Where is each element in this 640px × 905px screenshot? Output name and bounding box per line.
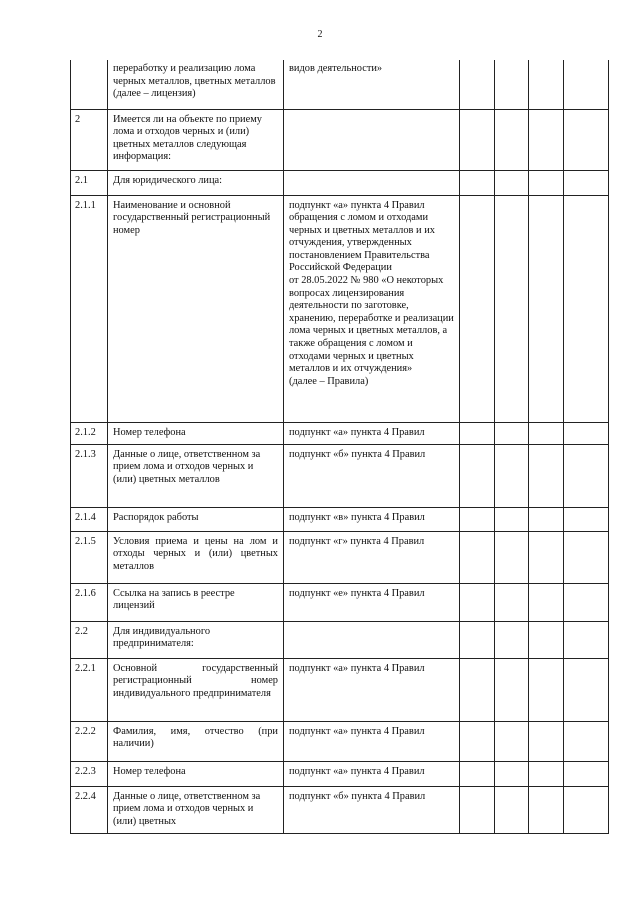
row-number: 2.1.6 <box>71 583 108 621</box>
answer-yes-cell <box>460 761 495 786</box>
answer-no-cell <box>495 658 529 721</box>
answer-no-cell <box>495 507 529 531</box>
row-number: 2.2.3 <box>71 761 108 786</box>
answer-no-cell <box>495 721 529 761</box>
answer-na-cell <box>529 621 564 658</box>
answer-no-cell <box>495 422 529 444</box>
legal-reference-cell: подпункт «а» пункта 4 Правил обращения с ломом и отходами черных и цветных металлов и их отчуждения, утвержденных постановлением Правительства Российской Федерации от 28.05.2022 № 980 «О некоторых вопросах лицензирования деятельности по заготовке, хранению, переработке и реализации лома черных и цветных металлов, а также обращения с ломом и отходами черных и цветных металлов и их отчуждения» (далее – Правила) <box>284 195 460 422</box>
note-cell <box>564 170 609 195</box>
answer-na-cell <box>529 721 564 761</box>
table-row <box>71 583 609 621</box>
note-cell <box>564 195 609 422</box>
row-number: 2 <box>71 109 108 170</box>
requirement-cell: Фамилия, имя, отчество (при наличии) <box>108 721 284 761</box>
table-row <box>71 658 609 721</box>
answer-na-cell <box>529 444 564 507</box>
answer-no-cell <box>495 761 529 786</box>
row-number: 2.1.2 <box>71 422 108 444</box>
answer-yes-cell <box>460 721 495 761</box>
note-cell <box>564 786 609 833</box>
checklist-table <box>70 60 609 834</box>
page-number: 2 <box>317 29 323 40</box>
row-number: 2.2 <box>71 621 108 658</box>
answer-yes-cell <box>460 658 495 721</box>
requirement-cell: Наименование и основной государственный регистрационный номер <box>108 195 284 422</box>
answer-na-cell <box>529 422 564 444</box>
answer-no-cell <box>495 109 529 170</box>
answer-na-cell <box>529 170 564 195</box>
answer-yes-cell <box>460 621 495 658</box>
legal-reference-cell: подпункт «а» пункта 4 Правил <box>284 721 460 761</box>
note-cell <box>564 531 609 583</box>
answer-no-cell <box>495 195 529 422</box>
note-cell <box>564 507 609 531</box>
answer-yes-cell <box>460 444 495 507</box>
answer-na-cell <box>529 195 564 422</box>
table-row <box>71 507 609 531</box>
legal-reference-cell: подпункт «г» пункта 4 Правил <box>284 531 460 583</box>
table-row <box>71 531 609 583</box>
legal-reference-cell: подпункт «е» пункта 4 Правил <box>284 583 460 621</box>
answer-na-cell <box>529 109 564 170</box>
note-cell <box>564 621 609 658</box>
requirement-cell: Ссылка на запись в реестре лицензий <box>108 583 284 621</box>
table-row <box>71 170 609 195</box>
row-number: 2.1.3 <box>71 444 108 507</box>
requirement-cell: Номер телефона <box>108 761 284 786</box>
legal-reference-cell: подпункт «а» пункта 4 Правил <box>284 422 460 444</box>
answer-no-cell <box>495 444 529 507</box>
legal-reference-cell: подпункт «б» пункта 4 Правил <box>284 786 460 833</box>
row-number: 2.2.1 <box>71 658 108 721</box>
note-cell <box>564 422 609 444</box>
legal-reference-cell <box>284 109 460 170</box>
legal-reference-cell <box>284 170 460 195</box>
requirement-cell: Имеется ли на объекте по приему лома и отходов черных и (или) цветных металлов следующая информация: <box>108 109 284 170</box>
table-row <box>71 761 609 786</box>
row-number: 2.1.4 <box>71 507 108 531</box>
table-row <box>71 60 609 109</box>
legal-reference-cell <box>284 621 460 658</box>
answer-na-cell <box>529 786 564 833</box>
answer-yes-cell <box>460 109 495 170</box>
answer-yes-cell <box>460 195 495 422</box>
table-row <box>71 422 609 444</box>
answer-no-cell <box>495 170 529 195</box>
row-number: 2.2.4 <box>71 786 108 833</box>
answer-na-cell <box>529 60 564 109</box>
row-number: 2.1.1 <box>71 195 108 422</box>
row-number: 2.1.5 <box>71 531 108 583</box>
answer-yes-cell <box>460 786 495 833</box>
note-cell <box>564 658 609 721</box>
table-row <box>71 444 609 507</box>
requirement-cell: Данные о лице, ответственном за прием лома и отходов черных и (или) цветных <box>108 786 284 833</box>
answer-yes-cell <box>460 170 495 195</box>
requirement-cell: Для юридического лица: <box>108 170 284 195</box>
answer-yes-cell <box>460 60 495 109</box>
answer-na-cell <box>529 658 564 721</box>
answer-na-cell <box>529 507 564 531</box>
answer-yes-cell <box>460 507 495 531</box>
row-number <box>71 60 108 109</box>
answer-na-cell <box>529 583 564 621</box>
note-cell <box>564 721 609 761</box>
legal-reference-cell: подпункт «в» пункта 4 Правил <box>284 507 460 531</box>
requirement-cell: Данные о лице, ответственном за прием лома и отходов черных и (или) цветных металлов <box>108 444 284 507</box>
legal-reference-cell: видов деятельности» <box>284 60 460 109</box>
table-row <box>71 721 609 761</box>
answer-na-cell <box>529 761 564 786</box>
table-row <box>71 786 609 833</box>
legal-reference-cell: подпункт «а» пункта 4 Правил <box>284 761 460 786</box>
legal-reference-cell: подпункт «б» пункта 4 Правил <box>284 444 460 507</box>
table-row <box>71 195 609 422</box>
requirement-cell: Условия приема и цены на лом и отходы черных и (или) цветных металлов <box>108 531 284 583</box>
note-cell <box>564 444 609 507</box>
answer-no-cell <box>495 583 529 621</box>
answer-no-cell <box>495 60 529 109</box>
answer-na-cell <box>529 531 564 583</box>
answer-no-cell <box>495 621 529 658</box>
table-row <box>71 621 609 658</box>
requirement-cell: переработку и реализацию лома черных металлов, цветных металлов (далее – лицензия) <box>108 60 284 109</box>
answer-yes-cell <box>460 583 495 621</box>
answer-no-cell <box>495 531 529 583</box>
answer-yes-cell <box>460 531 495 583</box>
row-number: 2.1 <box>71 170 108 195</box>
answer-no-cell <box>495 786 529 833</box>
note-cell <box>564 109 609 170</box>
legal-reference-cell: подпункт «а» пункта 4 Правил <box>284 658 460 721</box>
table-row <box>71 109 609 170</box>
row-number: 2.2.2 <box>71 721 108 761</box>
requirement-cell: Номер телефона <box>108 422 284 444</box>
requirement-cell: Для индивидуального предпринимателя: <box>108 621 284 658</box>
requirement-cell: Основной государственный регистрационный номер индивидуального предпринимателя <box>108 658 284 721</box>
note-cell <box>564 60 609 109</box>
note-cell <box>564 583 609 621</box>
note-cell <box>564 761 609 786</box>
requirement-cell: Распорядок работы <box>108 507 284 531</box>
answer-yes-cell <box>460 422 495 444</box>
